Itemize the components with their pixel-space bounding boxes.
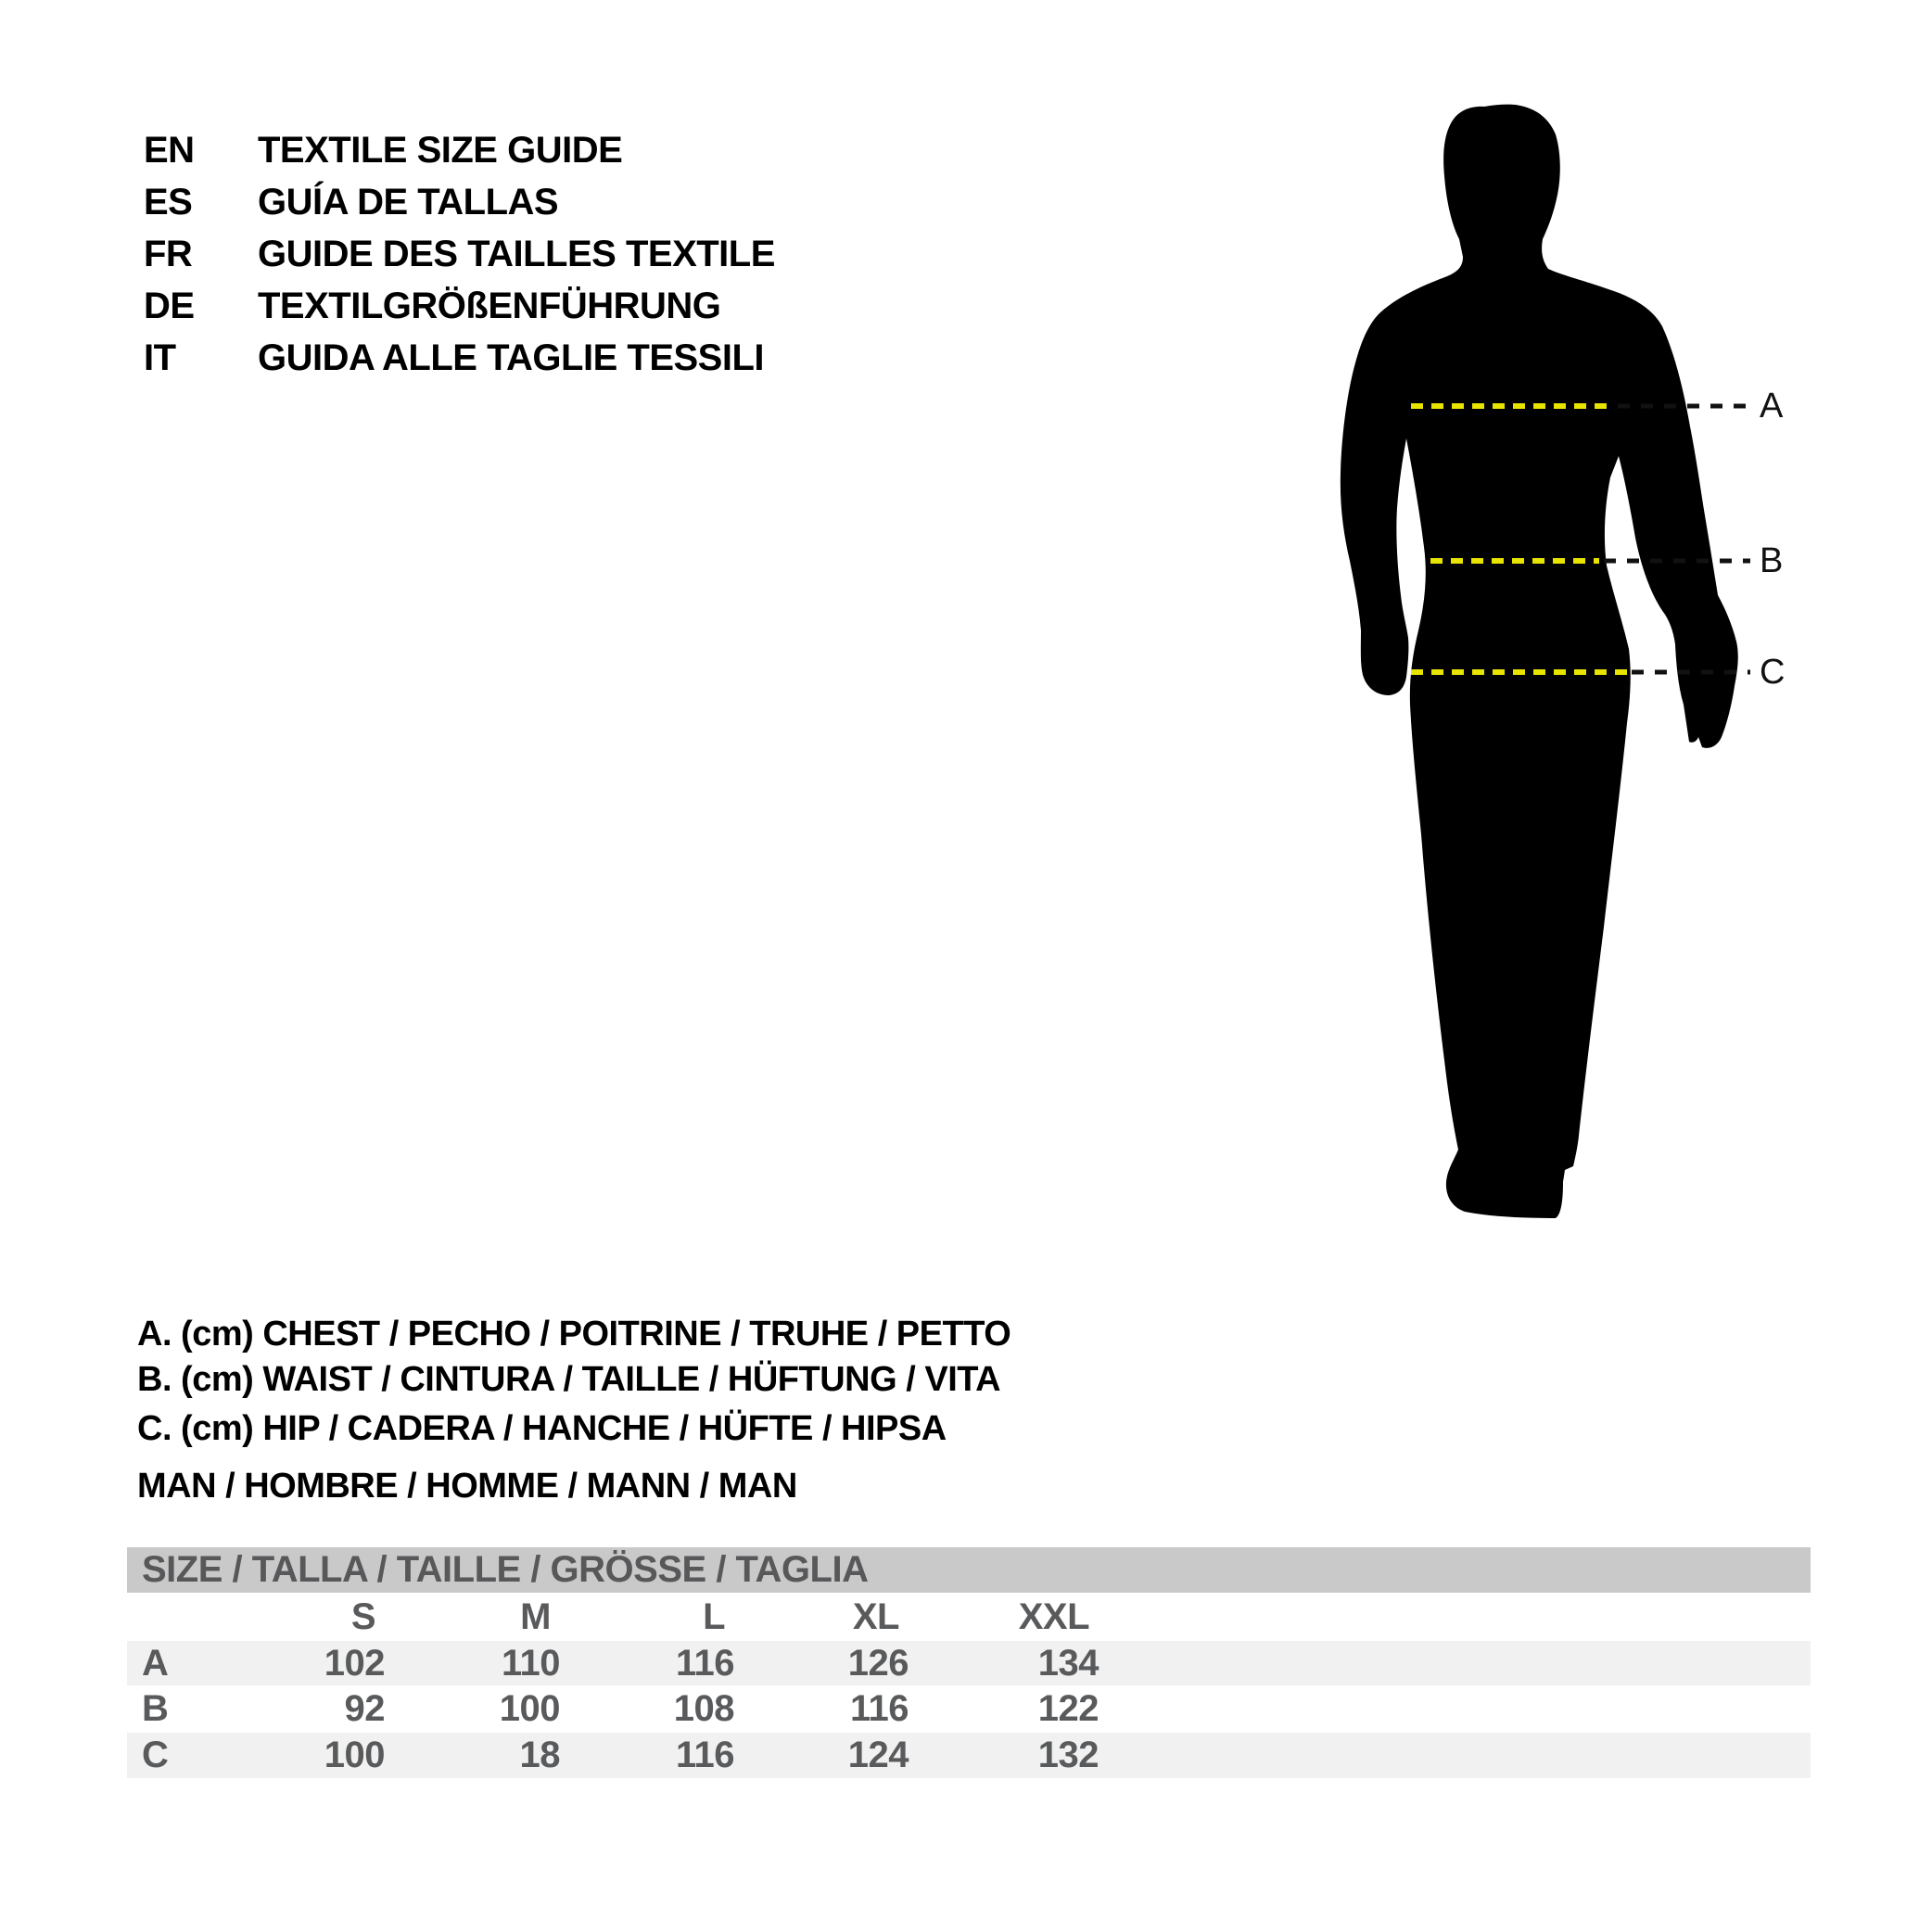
hip-xxl: 132 — [1037, 1735, 1099, 1775]
table-row-hip — [127, 1733, 1811, 1778]
chest-s: 102 — [324, 1643, 385, 1684]
waist-m: 100 — [499, 1688, 560, 1729]
legend-hip: C. (cm) HIP / CADERA / HANCHE / HÜFTE / HIPSA — [137, 1409, 947, 1448]
column-header-xl: XL — [852, 1596, 899, 1637]
lang-row-de — [144, 280, 775, 332]
lang-code-it: IT — [144, 337, 176, 378]
waist-xxl: 122 — [1037, 1688, 1099, 1729]
filler-cell — [1099, 1593, 1811, 1641]
column-header-l: L — [703, 1596, 725, 1637]
language-title-block — [144, 124, 775, 384]
man-silhouette — [1341, 105, 1738, 1218]
hip-l: 116 — [675, 1735, 734, 1775]
lang-code-es: ES — [144, 182, 193, 222]
row-label-b: B — [142, 1688, 169, 1729]
size-table — [127, 1547, 1811, 1778]
hip-s: 100 — [324, 1735, 385, 1775]
measure-label-b: B — [1760, 541, 1784, 580]
table-row-waist — [127, 1685, 1811, 1733]
lang-row-en — [144, 124, 775, 176]
lang-title-es: GUÍA DE TALLAS — [258, 182, 559, 222]
measure-label-c: C — [1760, 653, 1786, 692]
row-label-a: A — [142, 1643, 169, 1684]
filler-cell — [1099, 1641, 1811, 1685]
column-header-m: M — [520, 1596, 551, 1637]
man-silhouette-figure — [1298, 83, 1817, 1261]
size-table-corner-cell — [127, 1593, 285, 1641]
hip-xl: 124 — [847, 1735, 909, 1775]
column-header-xxl: XXL — [1018, 1596, 1089, 1637]
chest-m: 110 — [501, 1643, 560, 1684]
size-table-columns-row — [127, 1593, 1811, 1641]
lang-title-it: GUIDA ALLE TAGLIE TESSILI — [258, 337, 765, 378]
lang-row-it — [144, 332, 775, 384]
lang-code-en: EN — [144, 130, 195, 171]
legend-waist: B. (cm) WAIST / CINTURA / TAILLE / HÜFTUNG / VITA — [137, 1360, 1001, 1399]
table-row-chest — [127, 1641, 1811, 1685]
chest-xxl: 134 — [1037, 1643, 1099, 1684]
column-header-s: S — [350, 1596, 375, 1637]
legend-chest: A. (cm) CHEST / PECHO / POITRINE / TRUHE / PETTO — [137, 1315, 1011, 1354]
size-table-header: SIZE / TALLA / TAILLE / GRÖSSE / TAGLIA — [127, 1547, 1811, 1593]
chest-xl: 126 — [847, 1643, 909, 1684]
measure-label-a: A — [1760, 387, 1784, 426]
filler-cell — [1099, 1685, 1811, 1733]
lang-title-fr: GUIDE DES TAILLES TEXTILE — [258, 234, 775, 274]
lang-title-en: TEXTILE SIZE GUIDE — [258, 130, 623, 171]
lang-title-de: TEXTILGRÖßENFÜHRUNG — [258, 286, 721, 326]
hip-m: 18 — [519, 1735, 560, 1775]
legend-subject: MAN / HOMBRE / HOMME / MANN / MAN — [137, 1467, 797, 1506]
lang-row-es — [144, 176, 775, 228]
chest-l: 116 — [675, 1643, 734, 1684]
waist-xl: 116 — [849, 1688, 909, 1729]
filler-cell — [1099, 1733, 1811, 1778]
lang-row-fr — [144, 228, 775, 280]
lang-code-de: DE — [144, 286, 195, 326]
lang-code-fr: FR — [144, 234, 193, 274]
waist-s: 92 — [344, 1688, 385, 1729]
row-label-c: C — [142, 1735, 169, 1775]
waist-l: 108 — [673, 1688, 734, 1729]
